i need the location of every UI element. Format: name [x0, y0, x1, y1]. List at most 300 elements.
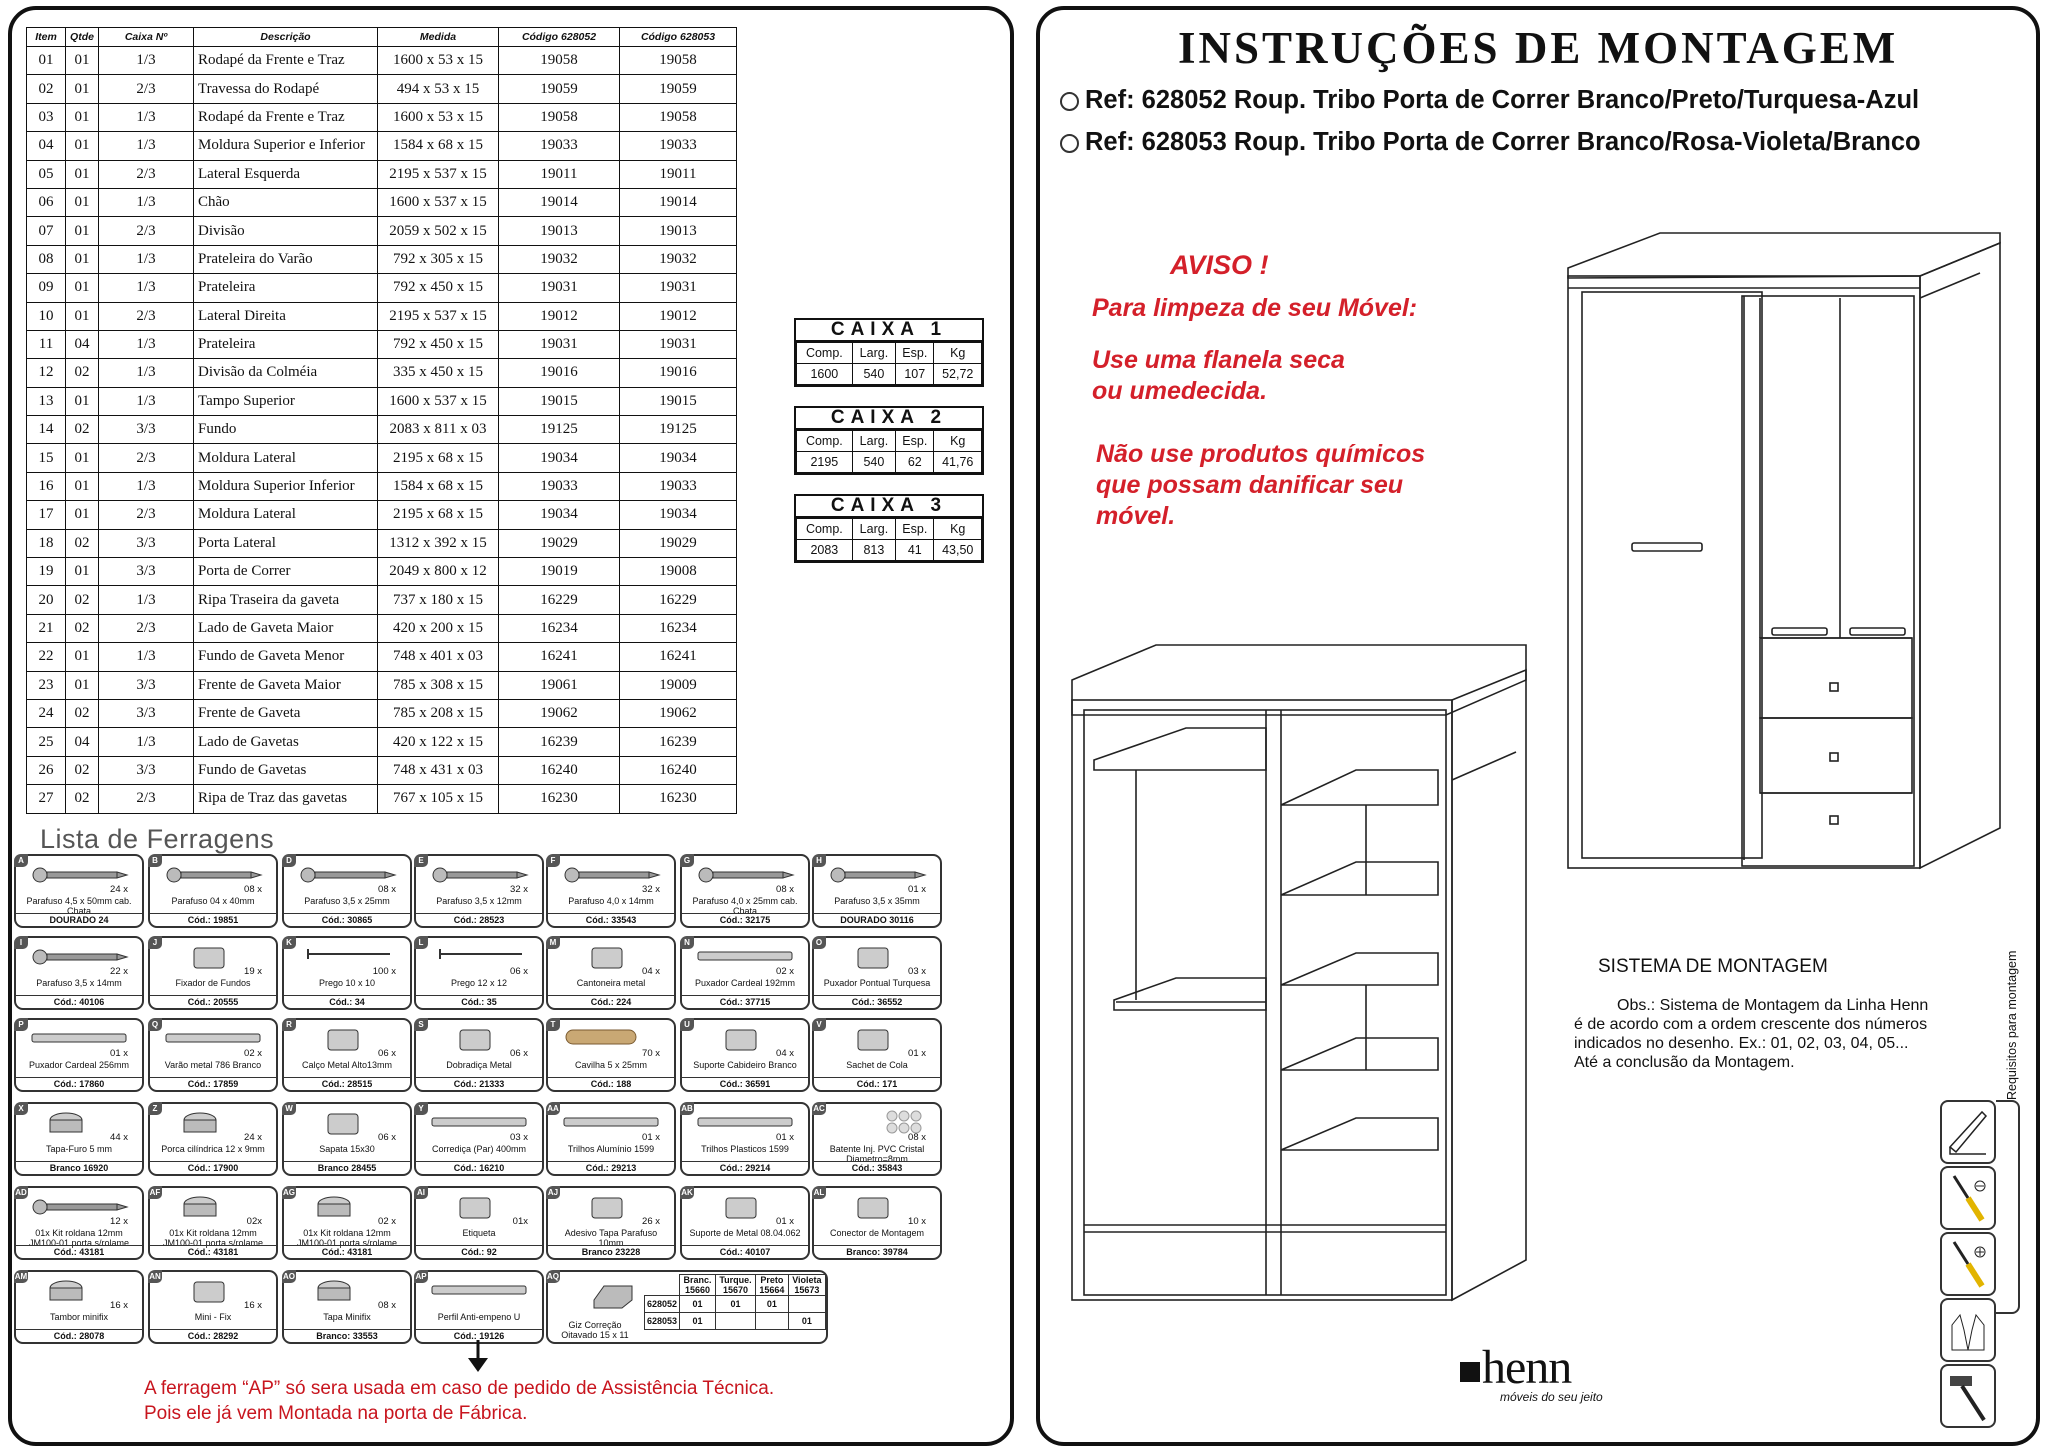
table-cell: Fundo de Gavetas: [194, 756, 378, 784]
table-cell: 19033: [499, 472, 620, 500]
table-cell: 01: [27, 47, 66, 75]
table-cell: 19034: [499, 444, 620, 472]
hardware-qty: 08 x: [908, 1132, 926, 1143]
hardware-letter: AO: [283, 1272, 295, 1281]
table-cell: 1584 x 68 x 15: [378, 132, 499, 160]
hardware-item: [148, 936, 278, 1010]
table-cell: 19059: [499, 75, 620, 103]
table-cell: 2/3: [99, 75, 194, 103]
table-cell: 02: [66, 359, 99, 387]
caixa-value: 540: [852, 452, 895, 473]
hardware-item: [148, 1270, 278, 1344]
hardware-code: Cód.: 35843: [814, 1161, 940, 1174]
caixa-header: Comp.: [797, 431, 853, 452]
hardware-qty: 32 x: [642, 884, 660, 895]
giz-cell: 01: [680, 1296, 716, 1313]
hardware-qty: 44 x: [110, 1132, 128, 1143]
hardware-item: [282, 936, 412, 1010]
brand-name: henn: [1482, 1341, 1572, 1394]
hardware-qty: 08 x: [776, 884, 794, 895]
table-cell: 16229: [620, 586, 737, 614]
hardware-item: [546, 854, 676, 928]
giz-cell: 01: [680, 1313, 716, 1330]
hardware-name: Dobradiça Metal: [446, 1060, 512, 1070]
hardware-letter: AM: [14, 1272, 28, 1281]
table-cell: 01: [66, 472, 99, 500]
table-cell: 19019: [499, 558, 620, 586]
table-cell: 792 x 305 x 15: [378, 245, 499, 273]
table-cell: 19058: [499, 103, 620, 131]
hardware-item: [14, 936, 144, 1010]
table-cell: 19058: [620, 47, 737, 75]
hardware-letter: W: [282, 1102, 296, 1115]
table-cell: 19013: [620, 217, 737, 245]
table-cell: 3/3: [99, 529, 194, 557]
hardware-code: Cód.: 21333: [416, 1077, 542, 1090]
hardware-code: Cód.: 34: [284, 995, 410, 1008]
parts-table-header: [27, 28, 737, 47]
table-cell: 1/3: [99, 132, 194, 160]
giz-cell: 628053: [645, 1313, 680, 1330]
table-cell: 06: [27, 188, 66, 216]
hardware-qty: 08 x: [378, 884, 396, 895]
table-cell: Lateral Esquerda: [194, 160, 378, 188]
table-cell: 04: [66, 330, 99, 358]
table-cell: 02: [66, 586, 99, 614]
table-cell: 19: [27, 558, 66, 586]
hardware-code: Cód.: 28523: [416, 913, 542, 926]
note-line: Obs.: Sistema de Montagem da Linha Henn: [1617, 997, 1929, 1014]
hardware-qty: 12 x: [110, 1216, 128, 1227]
table-cell: 1600 x 53 x 15: [378, 47, 499, 75]
table-cell: 14: [27, 416, 66, 444]
table-cell: 2/3: [99, 444, 194, 472]
hardware-name: Corrediça (Par) 400mm: [431, 1144, 527, 1154]
hardware-code: Branco 28455: [284, 1161, 410, 1174]
table-cell: Porta de Correr: [194, 558, 378, 586]
hardware-qty: 16 x: [244, 1300, 262, 1311]
hardware-code: Cód.: 224: [548, 995, 674, 1008]
hardware-qty: 24 x: [110, 884, 128, 895]
hardware-name: Tapa Minifix: [323, 1312, 371, 1322]
caixa-value: 1600: [797, 364, 853, 385]
hardware-item: [148, 1186, 278, 1260]
giz-cell: 01: [788, 1313, 825, 1330]
table-cell: 19033: [499, 132, 620, 160]
col-header: Caixa Nº: [99, 28, 194, 47]
hardware-code: Cód.: 40107: [682, 1245, 808, 1258]
table-cell: 19029: [620, 529, 737, 557]
table-cell: 19058: [499, 47, 620, 75]
table-cell: 16239: [499, 728, 620, 756]
hardware-footnote: [144, 1376, 774, 1426]
hardware-letter: E: [414, 854, 428, 867]
hardware-list-title: Lista de Ferragens: [40, 824, 275, 854]
assembly-system-title: SISTEMA DE MONTAGEM: [1598, 956, 1828, 977]
table-cell: 16241: [620, 643, 737, 671]
table-row: [27, 444, 737, 472]
table-row: [27, 699, 737, 727]
hardware-item: [812, 1102, 942, 1176]
caixa-value: 813: [852, 540, 895, 561]
table-cell: 2195 x 68 x 15: [378, 444, 499, 472]
col-header: Código 628052: [499, 28, 620, 47]
table-cell: 01: [66, 75, 99, 103]
table-cell: 1600 x 53 x 15: [378, 103, 499, 131]
caixa-value: 2083: [797, 540, 853, 561]
hardware-name: Puxador Cardeal 256mm: [28, 1060, 130, 1070]
table-cell: 2195 x 537 x 15: [378, 160, 499, 188]
table-cell: 19031: [620, 274, 737, 302]
caixa-header: Larg.: [852, 343, 895, 364]
table-cell: 19031: [620, 330, 737, 358]
hammer-icon: [1940, 1364, 1996, 1428]
table-cell: 19062: [620, 699, 737, 727]
hardware-name: Suporte de Metal 08.04.062: [689, 1228, 801, 1238]
hardware-letter: AG: [283, 1188, 295, 1197]
table-cell: 19034: [499, 501, 620, 529]
table-cell: Rodapé da Frente e Traz: [194, 103, 378, 131]
hardware-item: [14, 1270, 144, 1344]
flat-screwdriver-icon: [1940, 1166, 1996, 1230]
table-cell: 792 x 450 x 15: [378, 274, 499, 302]
table-cell: 01: [66, 643, 99, 671]
warning-line: Use uma flanela seca: [1092, 346, 1345, 374]
table-cell: 01: [66, 188, 99, 216]
hardware-item: [282, 1102, 412, 1176]
table-cell: 01: [66, 132, 99, 160]
wardrobe-closed-illustration: [1560, 228, 2010, 878]
requirements-frame: [1996, 1100, 2020, 1314]
hardware-name: Cantoneira metal: [576, 978, 646, 988]
table-row: [27, 188, 737, 216]
giz-cell: 01: [715, 1296, 755, 1313]
table-cell: 1/3: [99, 643, 194, 671]
table-cell: 24: [27, 699, 66, 727]
table-row: [27, 643, 737, 671]
table-cell: 2059 x 502 x 15: [378, 217, 499, 245]
hardware-letter: AC: [813, 1104, 825, 1113]
table-cell: 08: [27, 245, 66, 273]
table-cell: 16: [27, 472, 66, 500]
table-cell: 1600 x 537 x 15: [378, 188, 499, 216]
caixa-header: Kg: [934, 343, 982, 364]
hardware-code: Cód.: 36591: [682, 1077, 808, 1090]
table-cell: 748 x 401 x 03: [378, 643, 499, 671]
hardware-letter: AL: [813, 1188, 825, 1197]
table-cell: 1/3: [99, 359, 194, 387]
table-cell: 19032: [499, 245, 620, 273]
table-cell: 19009: [620, 671, 737, 699]
hardware-code: Branco: 39784: [814, 1245, 940, 1258]
hardware-qty: 06 x: [378, 1132, 396, 1143]
hardware-letter: Q: [148, 1018, 162, 1031]
table-cell: 25: [27, 728, 66, 756]
warning-line: Para limpeza de seu Móvel:: [1092, 294, 1418, 322]
hardware-item: [680, 1018, 810, 1092]
hardware-name: Adesivo Tapa Parafuso 10mm: [564, 1228, 658, 1248]
hardware-code: Cód.: 16210: [416, 1161, 542, 1174]
table-cell: 02: [66, 756, 99, 784]
table-row: [27, 245, 737, 273]
table-cell: 10: [27, 302, 66, 330]
table-cell: 13: [27, 387, 66, 415]
table-cell: 02: [66, 699, 99, 727]
table-cell: 01: [66, 47, 99, 75]
caixa-value: 41: [896, 540, 934, 561]
hardware-qty: 06 x: [510, 1048, 528, 1059]
down-arrow-icon: [466, 1340, 490, 1374]
hardware-code: Cód.: 43181: [16, 1245, 142, 1258]
caixa-box: [794, 406, 984, 475]
hardware-item: [680, 936, 810, 1010]
table-cell: 1/3: [99, 387, 194, 415]
table-cell: 1/3: [99, 330, 194, 358]
hardware-letter: F: [546, 854, 560, 867]
table-row: [27, 160, 737, 188]
table-cell: 2/3: [99, 785, 194, 813]
table-cell: 3/3: [99, 671, 194, 699]
caixa-value: 43,50: [934, 540, 982, 561]
table-cell: Chão: [194, 188, 378, 216]
table-cell: Frente de Gaveta Maior: [194, 671, 378, 699]
hardware-code: Cód.: 37715: [682, 995, 808, 1008]
hardware-code: Cód.: 20555: [150, 995, 276, 1008]
hardware-code: DOURADO 30116: [814, 913, 940, 926]
hardware-item: [148, 1018, 278, 1092]
table-cell: 01: [66, 558, 99, 586]
table-cell: 11: [27, 330, 66, 358]
hardware-letter: AI: [414, 1186, 428, 1199]
table-row: [27, 359, 737, 387]
table-cell: 07: [27, 217, 66, 245]
col-header: Qtde: [66, 28, 99, 47]
hardware-item: [680, 1186, 810, 1260]
table-cell: 01: [66, 501, 99, 529]
table-row: [27, 387, 737, 415]
hardware-qty: 02 x: [244, 1048, 262, 1059]
table-cell: 02: [27, 75, 66, 103]
hardware-qty: 01 x: [908, 1048, 926, 1059]
hardware-name: Parafuso 4,0 x 25mm cab. Chata: [692, 896, 798, 916]
hardware-name: Trilhos Alumínio 1599: [567, 1144, 655, 1154]
hardware-item-giz: [546, 1270, 828, 1344]
table-row: [27, 472, 737, 500]
hardware-letter: I: [14, 936, 28, 949]
hardware-name: Puxador Cardeal 192mm: [694, 978, 796, 988]
hardware-qty: 24 x: [244, 1132, 262, 1143]
table-cell: 1/3: [99, 472, 194, 500]
hardware-qty: 32 x: [510, 884, 528, 895]
hardware-name: Tapa-Furo 5 mm: [45, 1144, 113, 1154]
hardware-code: Cód.: 28078: [16, 1329, 142, 1342]
table-row: [27, 132, 737, 160]
table-cell: 17: [27, 501, 66, 529]
table-cell: 01: [66, 302, 99, 330]
table-cell: 19015: [499, 387, 620, 415]
parts-table-body: [27, 47, 737, 814]
hardware-code: Cód.: 17859: [150, 1077, 276, 1090]
hardware-code: Cód.: 43181: [284, 1245, 410, 1258]
hardware-item: [282, 854, 412, 928]
table-cell: Lado de Gaveta Maior: [194, 614, 378, 642]
table-cell: Frente de Gaveta: [194, 699, 378, 727]
hardware-name: Sachet de Cola: [846, 1060, 908, 1070]
hardware-code: DOURADO 24: [16, 913, 142, 926]
caixa-header: Esp.: [896, 343, 934, 364]
hardware-letter: P: [14, 1018, 28, 1031]
hardware-item: [148, 854, 278, 928]
hardware-name: Parafuso 3,5 x 35mm: [834, 896, 920, 906]
hardware-code: Cód.: 188: [548, 1077, 674, 1090]
table-cell: 21: [27, 614, 66, 642]
caixa-box: [794, 318, 984, 387]
hardware-name: 01x Kit roldana 12mm JM100-01 porta s/rolame: [296, 1228, 398, 1248]
table-cell: Prateleira: [194, 274, 378, 302]
hardware-letter: Y: [414, 1102, 428, 1115]
table-cell: 15: [27, 444, 66, 472]
table-cell: Ripa Traseira da gaveta: [194, 586, 378, 614]
hardware-item: [282, 1270, 412, 1344]
table-cell: 19033: [620, 132, 737, 160]
table-cell: 26: [27, 756, 66, 784]
col-header: Item: [27, 28, 66, 47]
table-cell: 19059: [620, 75, 737, 103]
table-cell: 19029: [499, 529, 620, 557]
table-cell: 05: [27, 160, 66, 188]
logo-square-icon: [1460, 1362, 1480, 1382]
table-cell: Fundo: [194, 416, 378, 444]
table-cell: Ripa de Traz das gavetas: [194, 785, 378, 813]
hardware-name: Parafuso 4,0 x 14mm: [568, 896, 654, 906]
hardware-name: Conector de Montagem: [829, 1228, 925, 1238]
caixa-value: 540: [852, 364, 895, 385]
hardware-qty: 04 x: [776, 1048, 794, 1059]
caixa-title: CAIXA 1: [796, 320, 982, 342]
hardware-name: 01x Kit roldana 12mm JM100-01 porta s/rolame: [162, 1228, 264, 1248]
caixa-value: 107: [896, 364, 934, 385]
hardware-letter: G: [680, 854, 694, 867]
warning-line: que possam danificar seu: [1096, 471, 1404, 499]
table-row: [27, 416, 737, 444]
hardware-name: Parafuso 3,5 x 12mm: [436, 896, 522, 906]
hands-icon: [1940, 1298, 1996, 1362]
table-cell: 19062: [499, 699, 620, 727]
table-cell: 20: [27, 586, 66, 614]
table-cell: 16229: [499, 586, 620, 614]
hardware-name: Tambor minifix: [49, 1312, 108, 1322]
hardware-item: [414, 1186, 544, 1260]
hardware-name: Prego 12 x 12: [450, 978, 508, 988]
hardware-code: Cód.: 28292: [150, 1329, 276, 1342]
hardware-name: Trilhos Plasticos 1599: [701, 1144, 789, 1154]
table-cell: Lateral Direita: [194, 302, 378, 330]
hardware-qty: 03 x: [908, 966, 926, 977]
hardware-item: [546, 1186, 676, 1260]
table-cell: Divisão: [194, 217, 378, 245]
hardware-letter: D: [282, 854, 296, 867]
hardware-code: Cód.: 35: [416, 995, 542, 1008]
hardware-code: Cód.: 29214: [682, 1161, 808, 1174]
table-cell: 2/3: [99, 302, 194, 330]
table-cell: 2/3: [99, 614, 194, 642]
hardware-qty: 26 x: [642, 1216, 660, 1227]
phillips-screwdriver-icon: [1940, 1232, 1996, 1296]
table-cell: 767 x 105 x 15: [378, 785, 499, 813]
hardware-letter: B: [148, 854, 162, 867]
warning-line: Não use produtos químicos: [1096, 440, 1426, 468]
table-cell: 16234: [620, 614, 737, 642]
caixa-title: CAIXA 3: [796, 496, 982, 518]
hardware-letter: R: [282, 1018, 296, 1031]
table-cell: 19016: [620, 359, 737, 387]
hardware-letter: V: [812, 1018, 826, 1031]
hardware-qty: 01 x: [776, 1216, 794, 1227]
caixa-header: Esp.: [896, 431, 934, 452]
table-cell: 19058: [620, 103, 737, 131]
hardware-qty: 01 x: [110, 1048, 128, 1059]
caixa-value: 62: [896, 452, 934, 473]
table-cell: 19011: [620, 160, 737, 188]
table-cell: 785 x 308 x 15: [378, 671, 499, 699]
hardware-letter: H: [812, 854, 826, 867]
table-cell: 22: [27, 643, 66, 671]
caixa-value: 52,72: [934, 364, 982, 385]
hardware-letter: O: [812, 936, 826, 949]
hardware-name: Porca cilíndrica 12 x 9mm: [161, 1144, 265, 1154]
table-cell: Moldura Superior e Inferior: [194, 132, 378, 160]
hardware-code: Cód.: 28515: [284, 1077, 410, 1090]
table-cell: 1600 x 537 x 15: [378, 387, 499, 415]
hardware-qty: 02 x: [378, 1216, 396, 1227]
table-cell: 3/3: [99, 756, 194, 784]
caixa-box: [794, 494, 984, 563]
table-cell: 02: [66, 614, 99, 642]
hardware-name: Calço Metal Alto13mm: [301, 1060, 393, 1070]
table-cell: 16234: [499, 614, 620, 642]
table-row: [27, 529, 737, 557]
hardware-qty: 06 x: [510, 966, 528, 977]
table-row: [27, 501, 737, 529]
hardware-name: Perfil Anti-empeno U: [437, 1312, 521, 1322]
hardware-letter: M: [546, 936, 560, 949]
hardware-letter: T: [546, 1018, 560, 1031]
giz-cell: [788, 1296, 825, 1313]
radio-circle-icon: [1060, 134, 1079, 153]
table-cell: 3/3: [99, 558, 194, 586]
hardware-letter: AF: [149, 1188, 161, 1197]
caixa-header: Kg: [934, 519, 982, 540]
table-cell: 16230: [620, 785, 737, 813]
hardware-code: Cód.: 17860: [16, 1077, 142, 1090]
hardware-name: Sapata 15x30: [319, 1144, 375, 1154]
warning-line: ou umedecida.: [1092, 377, 1268, 405]
giz-header: Turque. 15670: [715, 1275, 755, 1296]
hardware-code: Cód.: 19126: [416, 1329, 542, 1342]
table-cell: 27: [27, 785, 66, 813]
note-line: Até a conclusão da Montagem.: [1574, 1054, 1795, 1071]
table-cell: 748 x 431 x 03: [378, 756, 499, 784]
table-cell: 792 x 450 x 15: [378, 330, 499, 358]
table-cell: 16230: [499, 785, 620, 813]
hardware-item: [812, 1018, 942, 1092]
table-row: [27, 558, 737, 586]
caixa-header: Comp.: [797, 519, 853, 540]
hardware-item: [282, 1018, 412, 1092]
hardware-qty: 10 x: [908, 1216, 926, 1227]
table-cell: 16239: [620, 728, 737, 756]
hardware-qty: 04 x: [642, 966, 660, 977]
